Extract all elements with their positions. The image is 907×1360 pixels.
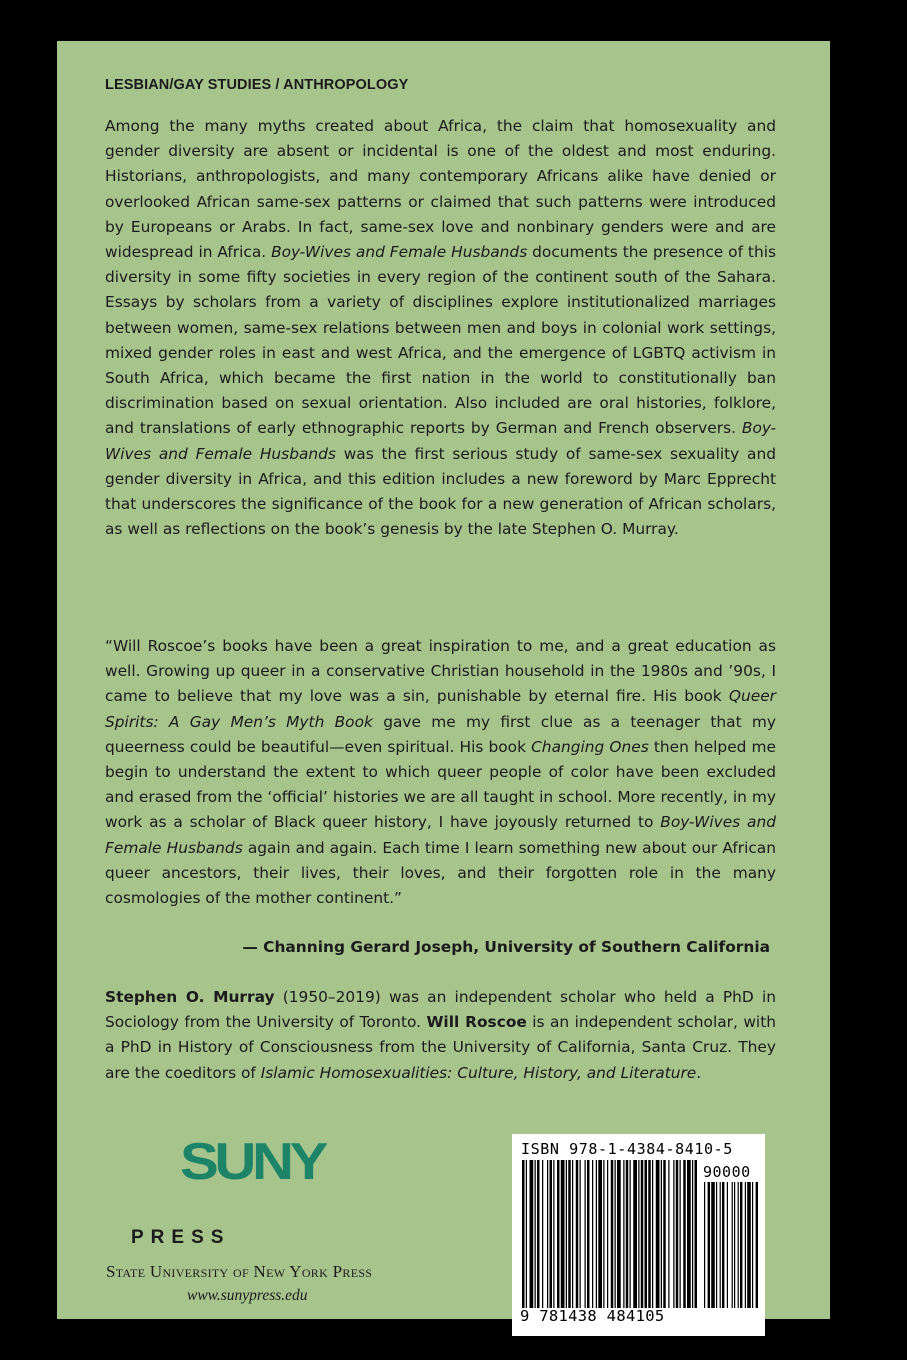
barcode-bar bbox=[537, 1160, 540, 1308]
barcode-addon-bar bbox=[752, 1182, 753, 1308]
barcode-addon-digits: 90000 bbox=[703, 1163, 751, 1181]
barcode-bar bbox=[576, 1160, 579, 1308]
barcode-bar bbox=[557, 1160, 560, 1308]
barcode-bar bbox=[687, 1160, 691, 1308]
barcode-addon-bar bbox=[740, 1182, 742, 1308]
barcode-bar bbox=[692, 1160, 693, 1308]
category-label: LESBIAN/GAY STUDIES / ANTHROPOLOGY bbox=[105, 77, 409, 93]
barcode-bar bbox=[623, 1160, 624, 1308]
barcode-bar bbox=[522, 1160, 525, 1308]
barcode-addon-bar bbox=[727, 1182, 728, 1308]
bio-text-1: (1950–2019) was an independent scholar who held a PhD in Sociology from the University of Toronto. bbox=[105, 988, 776, 1032]
barcode-bar bbox=[663, 1160, 666, 1308]
barcode-bar bbox=[596, 1160, 597, 1308]
barcode-bar bbox=[645, 1160, 648, 1308]
barcode-addon-bar bbox=[704, 1182, 705, 1308]
barcode-bar bbox=[683, 1160, 686, 1308]
barcode-bar bbox=[611, 1160, 614, 1308]
description-title-1: Boy-Wives and Female Husbands bbox=[271, 243, 528, 262]
description-text-3: was the first serious study of same-sex sexuality and gender diversity in Africa, and this edition includes a new foreword by Marc Epprecht that underscores the significance of the book for a new generation of African scholars, as well as reflections on the book’s genesis by the late Stephen O. Murray. bbox=[105, 444, 776, 539]
bio-book-title: Islamic Homosexualities: Culture, History, and Literature bbox=[260, 1063, 697, 1082]
isbn-barcode bbox=[512, 1134, 765, 1336]
barcode-addon-bar bbox=[720, 1182, 721, 1308]
barcode-bar bbox=[526, 1160, 527, 1308]
barcode-bar bbox=[615, 1160, 616, 1308]
barcode-addon-bar bbox=[716, 1182, 717, 1308]
barcode-bar bbox=[561, 1160, 565, 1308]
barcode-bar bbox=[630, 1160, 631, 1308]
description-text-1: Among the many myths created about Africa, the claim that homosexuality and gender diversity are absent or incidental is one of the oldest and most enduring. Historians, anthropologists, and many contemporary Africans alike have denied or overlooked African same-sex patterns or claimed that such patterns were introduced by Europeans or Arabs. In fact, same-sex love and nonbinary genders were and are widespread in Africa. bbox=[105, 117, 776, 262]
barcode-bar bbox=[680, 1160, 681, 1308]
barcode-bar bbox=[641, 1160, 644, 1308]
barcode-bar bbox=[626, 1160, 629, 1308]
quote-book-3: Boy-Wives and Female Husbands bbox=[105, 813, 776, 857]
quote-text-3: then helped me begin to understand the extent to which queer people of color have been excluded and erased from the ‘official’ histories we are all taught in school. More recently, in my work as a scholar of Black queer history, I have joyously returned to bbox=[105, 737, 776, 832]
author-bio bbox=[105, 985, 776, 1086]
barcode-bar bbox=[585, 1160, 586, 1308]
description-text-2: documents the presence of this diversity in some fifty societies in every region of the continent south of the Sahara. Essays by scholars from a variety of disciplines explore institutionalized marriages between women, same-sex relations between men and boys in colonial work settings, mixed gender roles in east and west Africa, and the emergence of LGBTQ activism in South Africa, which became the first nation in the world to constitutionally ban discrimination based on sexual orientation. Also included are oral histories, folklore, and translations of early ethnographic reports by German and French observers. bbox=[105, 243, 776, 438]
suny-logo-word: SUNY bbox=[180, 1133, 324, 1191]
barcode-addon-bar bbox=[708, 1182, 710, 1308]
barcode-bar bbox=[566, 1160, 567, 1308]
quote-text-2: gave me my first clue as a teenager that my queerness could be beautiful—even spiritual. His book bbox=[105, 712, 776, 756]
barcode-bar bbox=[656, 1160, 660, 1308]
barcode-bar bbox=[572, 1160, 573, 1308]
barcode-addon-bar bbox=[738, 1182, 739, 1308]
barcode-bar bbox=[668, 1160, 669, 1308]
barcode-bar bbox=[676, 1160, 679, 1308]
barcode-addon-bar bbox=[745, 1182, 746, 1308]
barcode-bar bbox=[542, 1160, 543, 1308]
suny-logo bbox=[180, 1133, 350, 1191]
barcode-bar bbox=[550, 1160, 553, 1308]
bio-text-3: . bbox=[696, 1063, 702, 1082]
barcode-addon-bar bbox=[734, 1182, 735, 1308]
barcode-bar bbox=[553, 1160, 554, 1308]
barcode-bar bbox=[661, 1160, 662, 1308]
barcode-bar bbox=[633, 1160, 637, 1308]
barcode-addon-bar bbox=[722, 1182, 724, 1308]
barcode-addon-bar bbox=[711, 1182, 715, 1308]
barcode-bar bbox=[587, 1160, 590, 1308]
author-name-1: Stephen O. Murray bbox=[105, 988, 275, 1006]
barcode-bar bbox=[648, 1160, 651, 1308]
barcode-bar bbox=[638, 1160, 639, 1308]
barcode-bar bbox=[607, 1160, 608, 1308]
barcode-bar bbox=[695, 1160, 698, 1308]
back-cover bbox=[57, 41, 830, 1325]
barcode-bar bbox=[547, 1160, 548, 1308]
quote-book-2: Changing Ones bbox=[531, 737, 649, 756]
barcode-bar bbox=[598, 1160, 602, 1308]
barcode-ean-digits: 9 781438 484105 bbox=[520, 1307, 665, 1325]
barcode-bar bbox=[652, 1160, 653, 1308]
isbn-text: ISBN 978-1-4384-8410-5 bbox=[521, 1140, 733, 1158]
barcode-addon-bar bbox=[756, 1182, 758, 1308]
barcode-bar bbox=[530, 1160, 534, 1308]
barcode-addon-bar bbox=[732, 1182, 733, 1308]
barcode-bar bbox=[673, 1160, 674, 1308]
barcode-bar bbox=[603, 1160, 604, 1308]
barcode-bar bbox=[568, 1160, 571, 1308]
barcode-bar bbox=[617, 1160, 621, 1308]
quote-text-4: again and again. Each time I learn something new about our African queer ancestors, their lives, their loves, and their forgotten role in the many cosmologies of the mother continent.” bbox=[105, 838, 776, 908]
endorsement-quote bbox=[105, 634, 776, 911]
barcode-bar bbox=[535, 1160, 536, 1308]
description-title-2: Boy-Wives and Female Husbands bbox=[105, 419, 776, 463]
quote-attribution: — Channing Gerard Joseph, University of Southern California bbox=[242, 938, 770, 956]
publisher-website: www.sunypress.edu bbox=[187, 1287, 308, 1304]
barcode-bars bbox=[522, 1160, 758, 1308]
barcode-addon-bar bbox=[747, 1182, 751, 1308]
press-logo-word: PRESS bbox=[131, 1227, 231, 1248]
barcode-bar bbox=[580, 1160, 581, 1308]
book-description bbox=[105, 114, 776, 542]
quote-text-1: “Will Roscoe’s books have been a great inspiration to me, and a great education as well. Growing up queer in a conservative Christian household in the 1980s and ’90s, I came to believe that my love was a sin, punishable by eternal fire. His book bbox=[105, 637, 776, 706]
barcode-bar bbox=[592, 1160, 593, 1308]
publisher-name: State University of New York Press bbox=[106, 1262, 373, 1281]
author-name-2: Will Roscoe bbox=[426, 1013, 527, 1032]
bio-text-2: is an independent scholar, with a PhD in History of Consciousness from the University of California, Santa Cruz. They are the coeditors of bbox=[105, 1013, 776, 1082]
quote-book-1: Queer Spirits: A Gay Men’s Myth Book bbox=[105, 687, 776, 731]
